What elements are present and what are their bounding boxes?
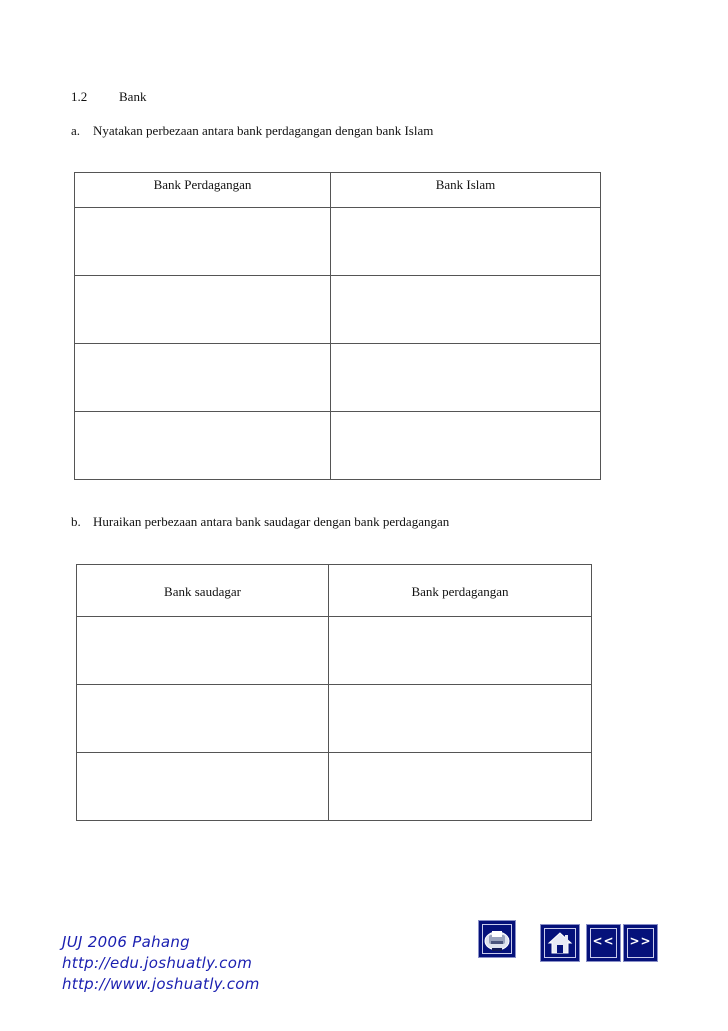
table-b-header-row	[77, 565, 592, 617]
table-cell	[75, 208, 331, 276]
table-row	[75, 344, 601, 412]
table-row	[77, 753, 592, 821]
table-row	[77, 617, 592, 685]
question-b-label: b.	[71, 514, 81, 529]
question-a-label: a.	[71, 123, 81, 138]
print-button[interactable]	[478, 920, 516, 958]
question-b-text: Huraikan perbezaan antara bank saudagar dengan bank perdagangan	[93, 514, 450, 529]
table-cell	[331, 276, 601, 344]
table-cell	[329, 685, 592, 753]
table-row	[75, 276, 601, 344]
table-a-header-col2: Bank Islam	[331, 173, 601, 208]
home-icon	[540, 924, 580, 962]
table-cell	[77, 685, 329, 753]
question-a-text: Nyatakan perbezaan antara bank perdagangan dengan bank Islam	[93, 123, 434, 138]
table-cell	[77, 617, 329, 685]
table-a-header-row	[75, 173, 601, 208]
footer-line-2[interactable]: http://edu.joshuatly.com	[62, 954, 253, 972]
table-cell	[75, 344, 331, 412]
print-icon	[478, 920, 516, 958]
next-label: >>	[629, 934, 652, 948]
table-b-header-col1: Bank saudagar	[77, 565, 329, 617]
next-page-button[interactable]	[623, 924, 658, 962]
table-cell	[329, 617, 592, 685]
table-row	[75, 208, 601, 276]
section-number: 1.2	[71, 89, 88, 104]
footer	[62, 932, 260, 995]
table-row	[75, 412, 601, 480]
table-cell	[75, 276, 331, 344]
table-b	[76, 564, 592, 821]
prev-page-button[interactable]	[586, 924, 621, 962]
home-button[interactable]	[540, 924, 580, 962]
table-b-header-col2: Bank perdagangan	[329, 565, 592, 617]
table-cell	[331, 344, 601, 412]
table-cell	[77, 753, 329, 821]
footer-line-3[interactable]: http://www.joshuatly.com	[62, 975, 260, 993]
table-cell	[329, 753, 592, 821]
table-cell	[331, 208, 601, 276]
prev-label: <<	[592, 934, 615, 948]
table-cell	[331, 412, 601, 480]
table-cell	[75, 412, 331, 480]
table-row	[77, 685, 592, 753]
table-a-header-col1: Bank Perdagangan	[75, 173, 331, 208]
footer-line-1: JUJ 2006 Pahang	[62, 933, 191, 951]
table-a	[74, 172, 601, 480]
section-title: Bank	[119, 89, 147, 104]
